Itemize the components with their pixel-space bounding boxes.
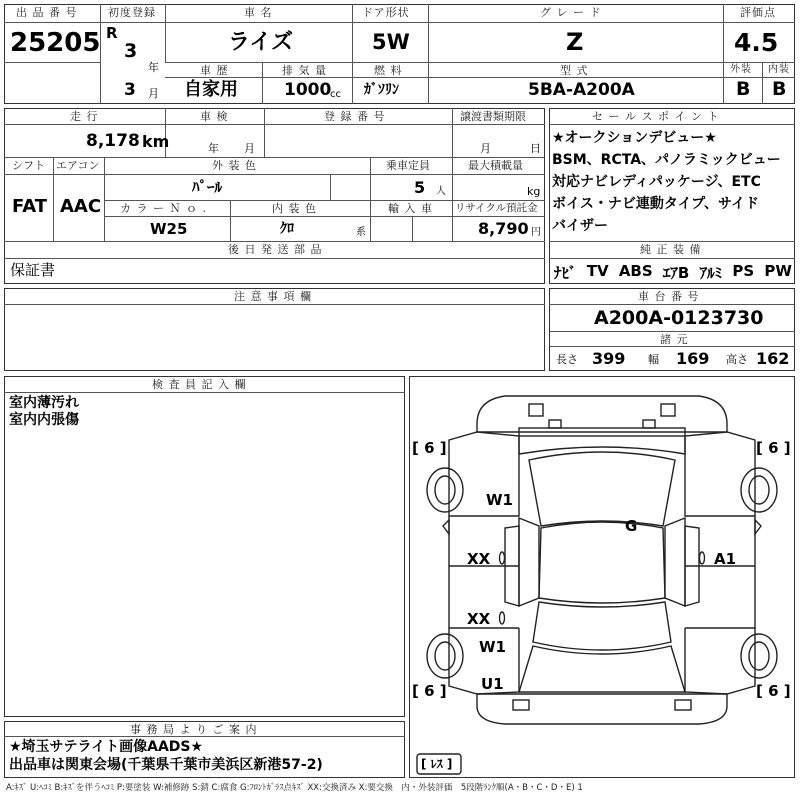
office-line-2: 出品車は関東会場(千葉県千葉市美浜区新港57-2): [9, 757, 323, 773]
car-name: ライズ: [228, 30, 294, 55]
max-load-label: 最大積載量: [468, 159, 523, 172]
fuel: ｶﾞｿﾘﾝ: [364, 82, 399, 98]
inspector-label: 検 査 員 記 入 欄: [152, 378, 247, 391]
recycle-label: リサイクル預託金: [455, 202, 538, 214]
import-label: 輸 入 車: [388, 202, 433, 215]
int-color: ｸﾛ: [280, 221, 294, 237]
kei-unit: 系: [356, 227, 366, 238]
cc-unit: cc: [330, 89, 341, 100]
lot-no: 25205: [10, 28, 101, 58]
notes-label: 注 意 事 項 欄: [234, 290, 312, 303]
color-no-label: カ ラ ー Ｎ ｏ .: [120, 202, 207, 215]
tire-rl-tread: [ 6 ]: [412, 682, 447, 700]
person-unit: 人: [436, 186, 446, 197]
exterior-label: 外装: [730, 64, 752, 75]
equip-label: 純 正 装 備: [640, 243, 702, 256]
equip-ps: PS: [732, 262, 755, 280]
score: 4.5: [734, 28, 779, 57]
aircon: AAC: [60, 196, 102, 217]
length: 399: [592, 349, 626, 368]
tire-fl-tread: [ 6 ]: [412, 439, 447, 457]
later-parts-label: 後 日 発 送 部 品: [228, 243, 323, 256]
ext-color-label: 外 装 色: [212, 159, 257, 172]
damage-mark-w1-rear: W1: [479, 638, 506, 656]
damage-code-legend: A:ｷｽﾞ U:ﾍｺﾐ B:ｷｽﾞを伴うﾍｺﾐ P:要塗装 W:補修跡 S:錆 C:腐食 G:ﾌﾛﾝﾄｶﾞﾗｽ点ｷｽﾞ XX:交換済み X:要交換 内・外装評価 5段階ﾗﾝｸ順(A・B・C・D・E) 1: [6, 783, 583, 793]
office-line-1: ★埼玉サテライト画像AADS★: [9, 739, 204, 755]
sales-line-5: バイザー: [552, 218, 608, 234]
office-label: 事 務 局 よ り ご 案 内: [130, 723, 258, 736]
transfer-day-unit: 日: [530, 142, 541, 155]
equip-pw: PW: [764, 262, 792, 280]
inspection-label: 車 検: [200, 110, 229, 123]
sales-line-4: ボイス・ナビ連動タイプ、サイド: [552, 196, 760, 212]
interior-label: 内装: [768, 64, 790, 75]
model-label: 型 式: [560, 64, 589, 77]
damage-mark-a1: A1: [714, 550, 737, 568]
int-color-label: 内 装 色: [272, 202, 317, 215]
lot-no-label: 出 品 番 号: [16, 6, 78, 19]
aircon-label: エアコン: [56, 159, 100, 172]
history-label: 車 歴: [200, 64, 229, 77]
equip-tv: TV: [586, 262, 609, 280]
damage-mark-g: G: [625, 517, 638, 535]
model: 5BA-A200A: [528, 80, 635, 100]
damage-mark-w1-front: W1: [486, 491, 513, 509]
first-reg-label: 初度登録: [108, 6, 156, 19]
ext-color: ﾊﾟｰﾙ: [192, 178, 223, 196]
later-parts: 保証書: [10, 261, 56, 279]
recycle: 8,790: [478, 219, 529, 238]
color-no: W25: [150, 220, 188, 238]
damage-mark-xx-front: XX: [467, 550, 491, 568]
tire-rr-tread: [ 6 ]: [756, 682, 791, 700]
insp-month-unit: 月: [244, 142, 255, 155]
equip-alloy: ｱﾙﾐ: [699, 264, 723, 282]
fuel-label: 燃 料: [374, 64, 403, 77]
era: R: [106, 24, 118, 42]
insp-year-unit: 年: [208, 142, 219, 155]
grade: Z: [566, 28, 584, 56]
history: 自家用: [184, 79, 238, 100]
chassis-number: A200A-0123730: [594, 307, 764, 329]
height: 162: [756, 349, 790, 368]
shift: FAT: [12, 196, 48, 217]
sales-point-label: セ ー ル ス ポ イ ン ト: [592, 110, 720, 123]
inspector-note-1: 室内薄汚れ: [9, 395, 79, 411]
door: 5W: [372, 30, 410, 54]
chassis-label: 車 台 番 号: [638, 290, 700, 303]
displacement-label: 排 気 量: [282, 64, 327, 77]
transfer-month-unit: 月: [480, 142, 491, 155]
mileage: 8,178: [86, 131, 140, 151]
height-label: 高さ: [726, 353, 748, 366]
damage-mark-u1: U1: [481, 675, 504, 693]
door-label: ドア形状: [362, 6, 410, 19]
equip-airbag: ｴｱB: [662, 264, 690, 282]
plate-label: 登 録 番 号: [324, 110, 386, 123]
shift-label: シフト: [12, 159, 45, 172]
sales-line-3: 対応ナビレディパッケージ、ETC: [552, 174, 761, 190]
equipment-list: [554, 262, 792, 283]
tire-fr-tread: [ 6 ]: [756, 439, 791, 457]
sales-line-1: ★オークションデビュー★: [552, 130, 717, 146]
car-diagram-svg: [409, 376, 795, 778]
displacement: 1000: [284, 80, 332, 100]
header-table: [4, 4, 795, 104]
reg-month: 3: [124, 80, 136, 100]
transfer-label: 譲渡書類期限: [460, 110, 526, 123]
width: 169: [676, 349, 710, 368]
spare-tire-label: [ ﾚｽ ]: [421, 757, 453, 771]
damage-mark-xx-rear: XX: [467, 610, 491, 628]
interior-grade: B: [772, 78, 787, 100]
width-label: 幅: [648, 353, 659, 366]
reg-year: 3: [124, 40, 138, 62]
grade-label: グ レ ー ド: [540, 6, 602, 19]
year-unit: 年: [148, 61, 159, 74]
length-label: 長さ: [556, 353, 578, 366]
capacity-label: 乗車定員: [386, 159, 430, 172]
sales-line-2: BSM、RCTA、パノラミックビュー: [552, 152, 781, 168]
car-name-label: 車 名: [244, 6, 273, 19]
capacity: 5: [414, 178, 426, 197]
spec-label: 諸 元: [660, 333, 689, 346]
km-unit: km: [142, 132, 170, 151]
exterior-grade: B: [736, 78, 751, 100]
month-unit: 月: [148, 87, 159, 100]
equip-abs: ABS: [618, 262, 653, 280]
mileage-label: 走 行: [70, 110, 99, 123]
inspector-note-2: 室内内張傷: [9, 412, 79, 428]
yen-unit: 円: [531, 227, 541, 238]
kg-unit: kg: [527, 185, 541, 198]
equip-navi: ﾅﾋﾞ: [554, 264, 577, 282]
score-label: 評価点: [740, 6, 776, 19]
